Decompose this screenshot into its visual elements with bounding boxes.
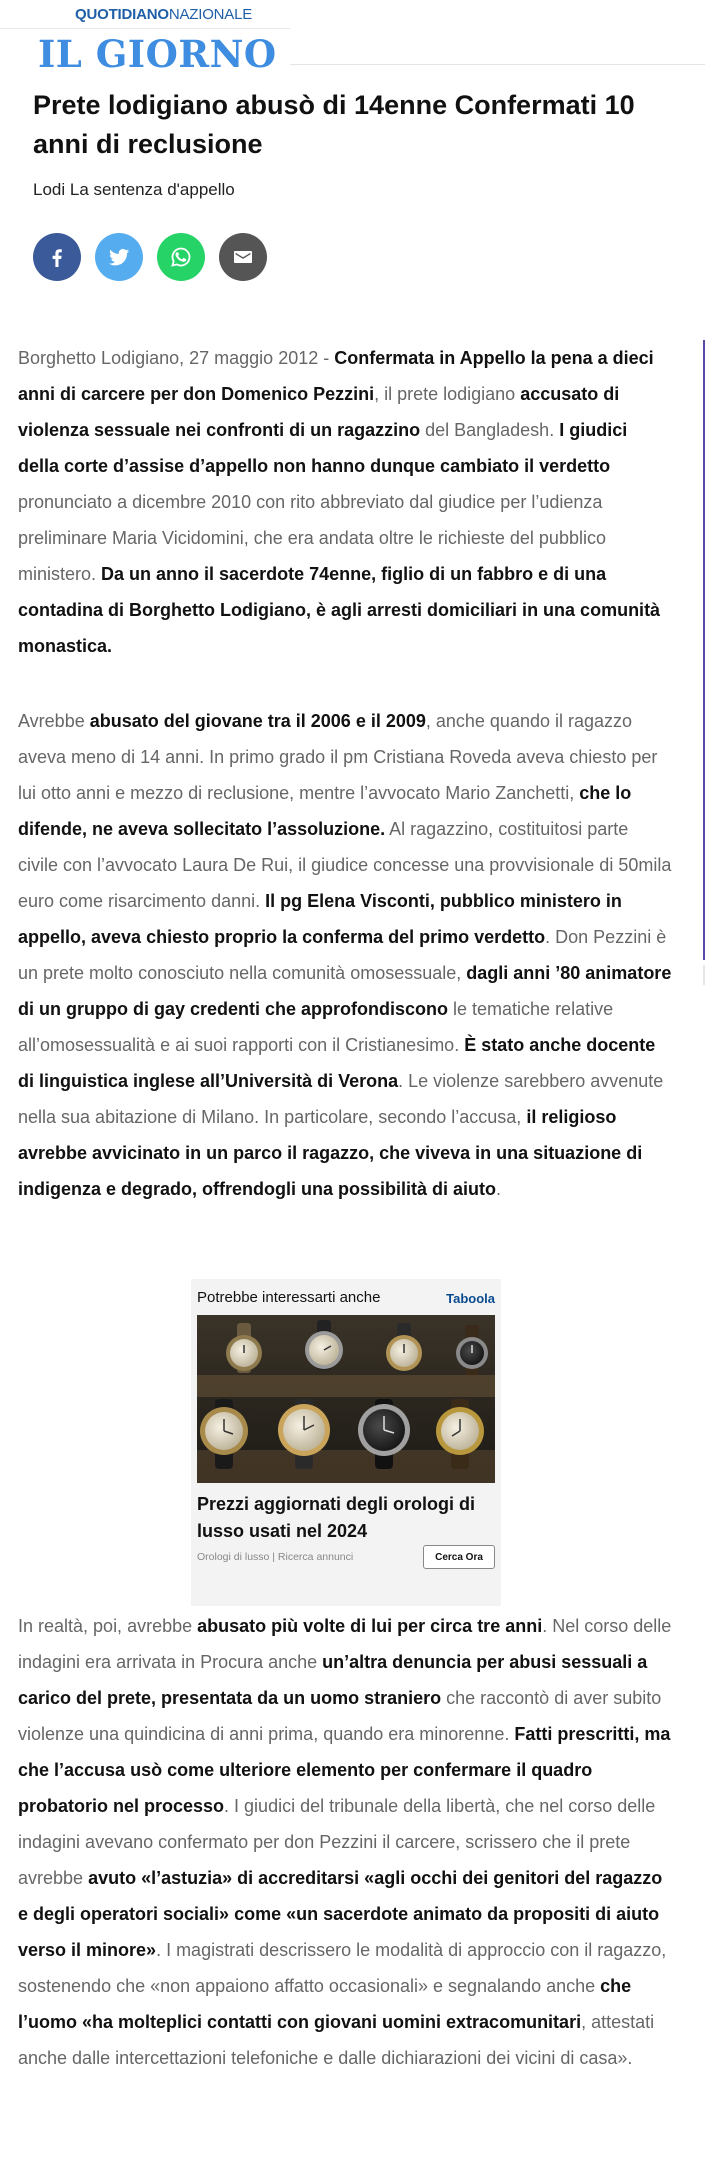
email-icon	[231, 245, 255, 269]
text-run: Borghetto Lodigiano, 27 maggio 2012 -	[18, 348, 335, 368]
facebook-icon	[45, 245, 69, 269]
article-title: Prete lodigiano abusò di 14enne Confermati 10 anni di reclusione	[33, 90, 635, 159]
twitter-icon	[107, 245, 131, 269]
bold-text-run: il religioso avrebbe avvicinato in un parco il ragazzo, che viveva in una situazione di indigenza e degrado, offrendogli una possibilità di aiuto	[18, 1107, 643, 1199]
network-brand-bold: QUOTIDIANO	[75, 6, 169, 23]
text-run: che raccontò di aver subito violenze una quindicina di anni prima, quando era minorenne.	[18, 1688, 662, 1744]
article-paragraph	[18, 1608, 673, 2076]
text-run: .	[496, 1179, 502, 1199]
bold-text-run: che lo difende, ne aveva sollecitato l’assoluzione.	[18, 783, 632, 839]
bold-text-run: Confermata in Appello la pena a dieci anni di carcere per don Domenico Pezzini	[18, 348, 654, 404]
watches-image	[197, 1315, 495, 1483]
network-brand-light: NAZIONALE	[168, 6, 253, 23]
text-run: , attestati anche dalle intercettazioni telefoniche e dalle dichiarazioni dei vicini di casa».	[18, 2012, 655, 2068]
share-whatsapp-button[interactable]	[157, 233, 205, 281]
bold-text-run: un’altra denuncia per abusi sessuali a carico del prete, presentata da un uomo straniero	[18, 1652, 648, 1708]
bold-text-run: Fatti prescritti, ma che l’accusa usò come ulteriore elemento per confermare il quadro probatorio nel processo	[18, 1724, 671, 1816]
article-paragraph	[18, 703, 673, 1207]
text-run: . Le violenze sarebbero avvenute nella sua abitazione di Milano. In particolare, secondo l’accusa,	[18, 1071, 664, 1127]
network-bar	[0, 0, 290, 29]
bold-text-run: accusato di violenza sessuale nei confronti di un ragazzino	[18, 384, 620, 440]
text-run: In realtà, poi, avrebbe	[18, 1616, 198, 1636]
article-subtitle: Lodi La sentenza d'appello	[33, 180, 235, 199]
text-run: , il prete lodigiano	[374, 384, 521, 404]
share-email-button[interactable]	[219, 233, 267, 281]
text-run: pronunciato a dicembre 2010 con rito abbreviato dal giudice per l’udienza preliminare Maria Vicidomini, che era andata oltre le richieste del pubblico ministero.	[18, 492, 606, 584]
bold-text-run: dagli anni ’80 animatore di un gruppo di gay credenti che approfondiscono	[18, 963, 672, 1019]
bold-text-run: avuto «l’astuzia» di accreditarsi «agli occhi dei genitori del ragazzo e degli operatori sociali» come «un sacerdote animato da propositi di aiuto verso il minore»	[18, 1868, 663, 1960]
cerca-ora-button[interactable]: Cerca Ora	[423, 1545, 495, 1569]
taboola-recommendation[interactable]	[191, 1279, 501, 1606]
taboola-source: Orologi di lusso | Ricerca annunci	[197, 1551, 354, 1563]
text-run: , anche quando il ragazzo aveva meno di 14 anni. In primo grado il pm Cristiana Roveda aveva chiesto per lui otto anni e mezzo di reclusione, mentre l’avvocato Mario Zanchetti,	[18, 711, 658, 803]
text-run: . I magistrati descrissero le modalità di approccio con il ragazzo, sostenendo che «non appaiono affatto occasionali» e segnalando anche	[18, 1940, 667, 1996]
quotidiano-nazionale-link[interactable]	[75, 6, 252, 23]
share-facebook-button[interactable]	[33, 233, 81, 281]
bold-text-run: abusato del giovane tra il 2006 e il 2009	[89, 711, 426, 731]
watches-thumbnail[interactable]	[197, 1315, 495, 1483]
il-giorno-logo[interactable]: IL GIORNO	[38, 32, 277, 76]
share-twitter-button[interactable]	[95, 233, 143, 281]
header-divider	[290, 64, 705, 65]
text-run: . I giudici del tribunale della libertà, che nel corso delle indagini avevano confermato per don Pezzini il carcere, scrissero che il prete avrebbe	[18, 1796, 656, 1888]
taboola-title[interactable]: Prezzi aggiornati degli orologi di lusso usati nel 2024	[197, 1494, 476, 1541]
text-run: . Nel corso delle indagini era arrivata in Procura anche	[18, 1616, 672, 1672]
text-run: del Bangladesh.	[420, 420, 560, 440]
text-run: Al ragazzino, costituitosi parte civile con l’avvocato Laura De Rui, il giudice concesse una provvisionale di 50mila euro come risarcimento danni.	[18, 819, 672, 911]
bold-text-run: che l’uomo «ha molteplici contatti con giovani uomini extracomunitari	[18, 1976, 632, 2032]
bold-text-run: abusato più volte di lui per circa tre anni	[197, 1616, 543, 1636]
text-run: Avrebbe	[18, 711, 90, 731]
taboola-heading: Potrebbe interessarti anche	[197, 1289, 381, 1306]
article-paragraph	[18, 340, 673, 664]
taboola-logo[interactable]: Taboola	[446, 1291, 495, 1306]
text-run: le tematiche relative all’omosessualità e ai suoi rapporti con il Cristianesimo.	[18, 999, 614, 1055]
bold-text-run: È stato anche docente di linguistica inglese all’Università di Verona	[18, 1035, 656, 1091]
bold-text-run: I giudici della corte d’assise d’appello non hanno dunque cambiato il verdetto	[18, 420, 628, 476]
whatsapp-icon	[169, 245, 193, 269]
bold-text-run: Da un anno il sacerdote 74enne, figlio di un fabbro e di una contadina di Borghetto Lodigiano, è agli arresti domiciliari in una comunità monastica.	[18, 564, 661, 656]
text-run: . Don Pezzini è un prete molto conosciuto nella comunità omosessuale,	[18, 927, 667, 983]
bold-text-run: Il pg Elena Visconti, pubblico ministero in appello, aveva chiesto proprio la conferma del primo verdetto	[18, 891, 622, 947]
